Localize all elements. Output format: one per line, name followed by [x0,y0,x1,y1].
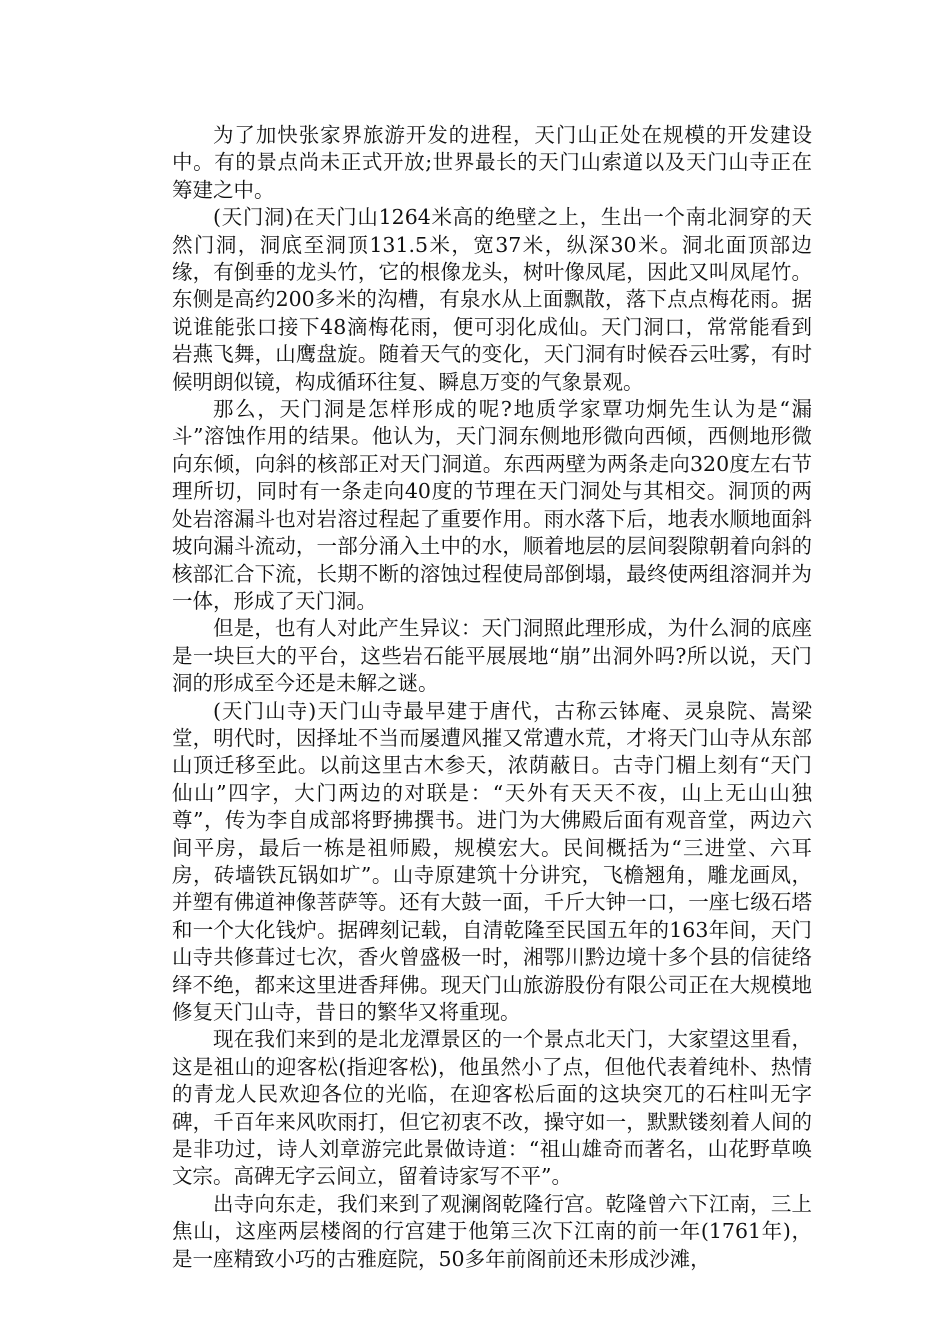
paragraph-controversy: 但是，也有人对此产生异议：天门洞照此理形成，为什么洞的底座是一块巨大的平台，这些岩石能平展展地“崩”出洞外吗?所以说，天门洞的形成至今还是未解之谜。 [172,616,812,696]
paragraph-north-gate: 现在我们来到的是北龙潭景区的一个景点北天门，大家望这里看，这是祖山的迎客松(指迎客松)，他虽然小了点，但他代表着纯朴、热情的青龙人民欢迎各位的光临，在迎客松后面的这块突兀的石柱叫无字碑，千百年来风吹雨打，但它初衷不改，操守如一，默默镂刻着人间的是非功过，诗人刘章游完此景做诗道：“祖山雄奇而著名，山花野草唤文宗。高碑无字云间立，留着诗家写不平”。 [172,1027,812,1189]
paragraph-tianmen-cave: (天门洞)在天门山1264米高的绝壁之上，生出一个南北洞穿的天然门洞，洞底至洞顶131.5米，宽37米，纵深30米。洞北面顶部边缘，有倒垂的龙头竹，它的根像龙头，树叶像凤尾，因此又叫凤尾竹。东侧是高约200多米的沟槽，有泉水从上面飘散，落下点点梅花雨。据说谁能张口接下48滴梅花雨，便可羽化成仙。天门洞口，常常能看到岩燕飞舞，山鹰盘旋。随着天气的变化，天门洞有时候吞云吐雾，有时候明朗似镜，构成循环往复、瞬息万变的气象景观。 [172,205,812,394]
paragraph-guanlan-pavilion: 出寺向东走，我们来到了观澜阁乾隆行宫。乾隆曾六下江南，三上焦山，这座两层楼阁的行宫建于他第三次下江南的前一年(1761年)，是一座精致小巧的古雅庭院，50多年前阁前还未形成沙滩， [172,1191,812,1271]
paragraph-cave-formation: 那么，天门洞是怎样形成的呢?地质学家覃功炯先生认为是“漏斗”溶蚀作用的结果。他认为，天门洞东侧地形微向西倾，西侧地形微向东倾，向斜的核部正对天门洞道。东西两壁为两条走向320度左右节理所切，同时有一条走向40度的节理在天门洞处与其相交。洞顶的两处岩溶漏斗也对岩溶过程起了重要作用。雨水落下后，地表水顺地面斜坡向漏斗流动，一部分涌入土中的水，顺着地层的层间裂隙朝着向斜的核部汇合下流，长期不断的溶蚀过程使局部倒塌，最终使两组溶洞并为一体，形成了天门洞。 [172,397,812,613]
document-body [172,122,812,1273]
paragraph-intro: 为了加快张家界旅游开发的进程，天门山正处在规模的开发建设中。有的景点尚未正式开放;世界最长的天门山索道以及天门山寺正在筹建之中。 [172,123,812,202]
paragraph-tianmen-temple: (天门山寺)天门山寺最早建于唐代，古称云钵庵、灵泉院、嵩梁堂，明代时，因择址不当而屡遭风摧又常遭水荒，才将天门山寺从东部山顶迁移至此。以前这里古木参天，浓荫蔽日。古寺门楣上刻有“天门仙山”四字，大门两边的对联是：“天外有天天不夜，山上无山山独尊”，传为李自成部将野拂撰书。进门为大佛殿后面有观音堂，两边六间平房，最后一栋是祖师殿，规模宏大。民间概括为“三进堂、六耳房，砖墙铁瓦锅如圹”。山寺原建筑十分讲究，飞檐翘角，雕龙画凤，并塑有佛道神像菩萨等。还有大鼓一面，千斤大钟一口，一座七级石塔和一个大化钱炉。据碑刻记载，自清乾隆至民国五年的163年间，天门山寺共修葺过七次，香火曾盛极一时，湘鄂川黔边境十多个县的信徒络绎不绝，都来这里进香拜佛。现天门山旅游股份有限公司正在大规模地修复天门山寺，昔日的繁华又将重现。 [172,698,812,1024]
